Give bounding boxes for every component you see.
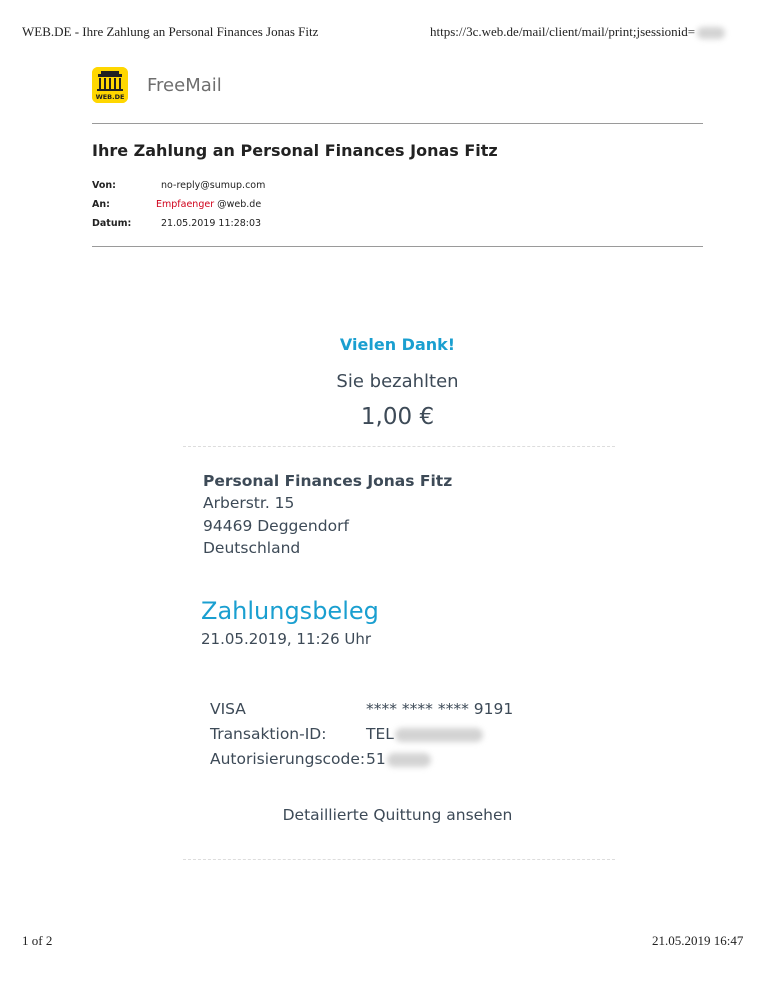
webde-logo xyxy=(92,67,128,103)
redacted-session-id xyxy=(697,27,725,39)
receipt-title: Zahlungsbeleg xyxy=(201,597,379,625)
merchant-street: Arberstr. 15 xyxy=(203,494,295,512)
redacted-auth-code xyxy=(387,753,431,767)
print-url-text: https://3c.web.de/mail/client/mail/print;jsessionid= xyxy=(430,24,696,39)
merchant-name: Personal Finances Jonas Fitz xyxy=(203,472,453,490)
detailed-receipt-link[interactable]: Detaillierte Quittung ansehen xyxy=(282,806,513,824)
transaction-label: Transaktion-ID: xyxy=(210,725,327,743)
thanks-heading: Vielen Dank! xyxy=(339,335,456,354)
to-label: An: xyxy=(92,199,110,210)
auth-label: Autorisierungscode: xyxy=(210,750,366,768)
to-value[interactable] xyxy=(156,199,261,210)
card-number: **** **** **** 9191 xyxy=(366,700,514,718)
meta-divider xyxy=(92,246,703,247)
dashed-divider xyxy=(183,446,615,447)
webde-logo-icon xyxy=(92,67,128,103)
transaction-id-prefix: TEL xyxy=(366,725,394,743)
merchant-city: 94469 Deggendorf xyxy=(203,517,349,535)
print-page-number: 1 of 2 xyxy=(22,933,53,948)
print-datetime: 21.05.2019 16:47 xyxy=(652,933,744,948)
merchant-country: Deutschland xyxy=(203,539,301,557)
date-label: Datum: xyxy=(92,218,132,229)
auth-code-prefix: 51 xyxy=(366,750,386,768)
from-value[interactable]: no-reply@sumup.com xyxy=(161,180,266,191)
paid-label: Sie bezahlten xyxy=(336,371,459,392)
product-name: FreeMail xyxy=(147,75,222,96)
redacted-transaction-id xyxy=(395,728,483,742)
recipient-name: Empfaenger xyxy=(156,199,215,210)
header-divider xyxy=(92,123,703,124)
logo-text: WEB.DE xyxy=(95,93,125,101)
mail-subject: Ihre Zahlung an Personal Finances Jonas Fitz xyxy=(92,141,498,160)
bottom-dashed-divider xyxy=(183,859,615,860)
transaction-id xyxy=(366,725,483,743)
from-label: Von: xyxy=(92,180,116,191)
recipient-domain: @web.de xyxy=(217,199,262,210)
date-value: 21.05.2019 11:28:03 xyxy=(161,218,262,229)
receipt-date: 21.05.2019, 11:26 Uhr xyxy=(201,630,372,648)
print-page-title: WEB.DE - Ihre Zahlung an Personal Finances Jonas Fitz xyxy=(22,24,319,39)
print-url xyxy=(430,24,725,40)
card-label: VISA xyxy=(210,700,246,718)
paid-amount: 1,00 € xyxy=(360,404,435,430)
auth-code xyxy=(366,750,431,768)
